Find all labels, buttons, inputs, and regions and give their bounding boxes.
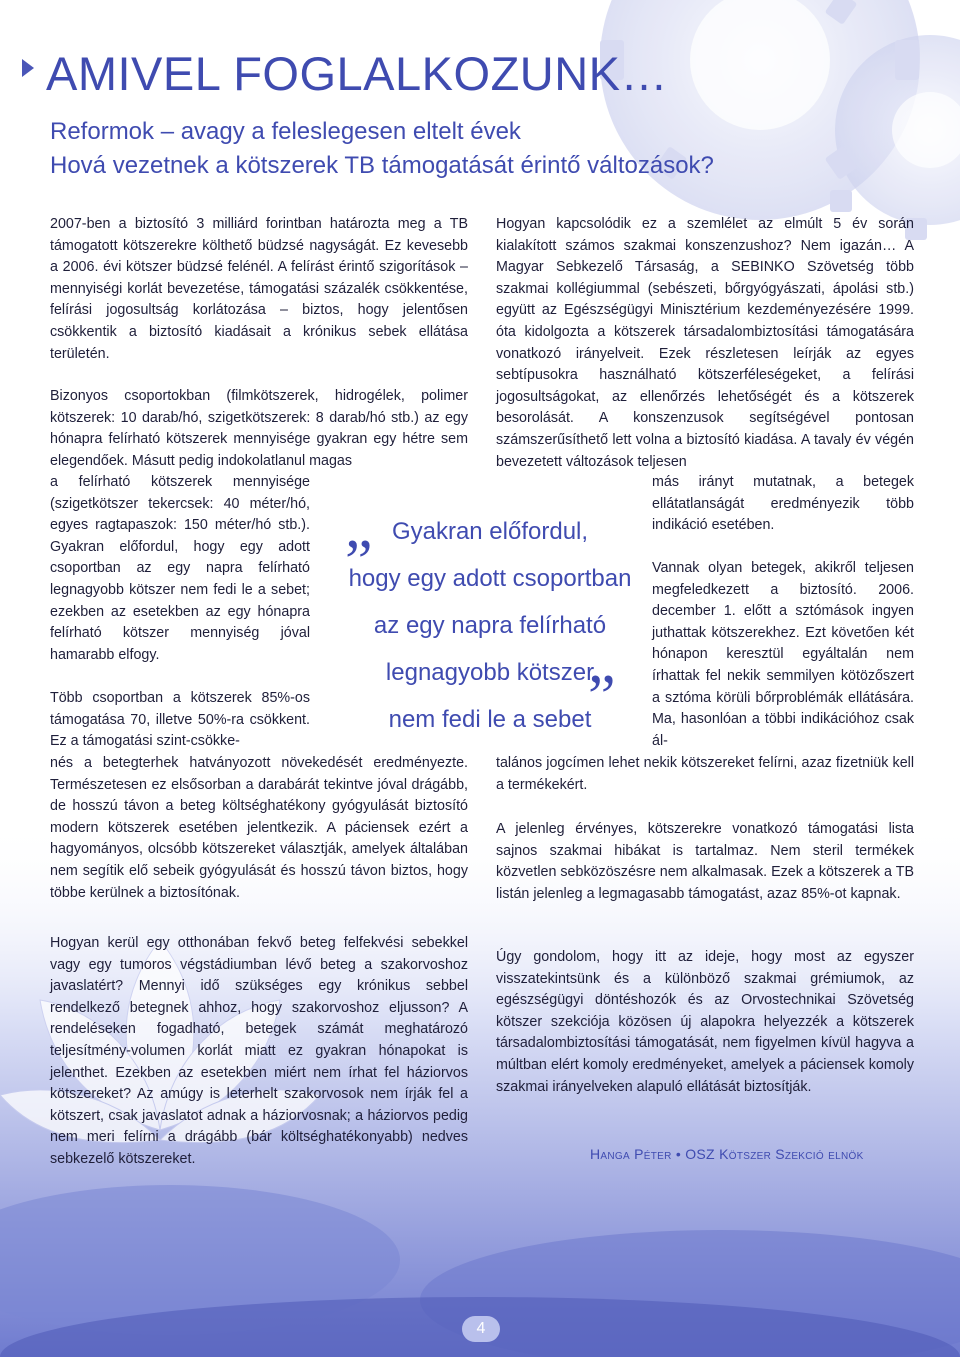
author-signature: Hanga Péter • OSZ Kötszer Szekció elnök <box>590 1146 864 1162</box>
gears-decoration <box>600 0 960 240</box>
left-paragraph-5: nés a betegterhek hatványozott növekedését eredményezte. Természetesen ez elsősorban a darabárát tekintve jóval drágább, de hosszú távon a beteg költséghatékony gyógyulását biztosító modern kötszerek esetében jelentkezik. A páciensek ezért a hagyományos, olcsóbb kötszereket választják, amelyek általában nem segítik elő sebeik gyógyulását és hosszú távon biztos, hogy többe kerülnek a biztosítónak. <box>50 755 468 901</box>
page-title: AMIVEL FOGLALKOZUNK… <box>46 47 669 100</box>
right-paragraph-2: más irányt mutatnak, a betegek ellátatlanságát eredményezik több indikáció esetében. <box>652 474 914 534</box>
left-paragraph-1: 2007-ben a biztosító 3 milliárd forintban határozta meg a TB támogatott kötszerekre költhető büdzsé nagyságát. Ez kevesebb a 2006. évi kötszer büdzsé felénél. A felírást érintő szigorítások – mennyiségi korlát bevezetése, támogatási százalék csökkentése, felírási jogosultság korlátozása – biztos, hogy jelentősen csökkentik a biztosító kiadásait a krónikus sebek ellátása területén. <box>50 216 468 362</box>
subtitle-1: Reformok – avagy a feleslegesen eltelt évek <box>50 118 521 145</box>
left-paragraph-2: Bizonyos csoportokban (filmkötszerek, hidrogélek, polimer kötszerek: 10 darab/hó, szigetkötszerek: 8 darab/hó stb.) az egy hónapra felírható kötszerek mennyisége gyakran egy hétre sem elegendőek. Másutt pedig indokolatlanul magas <box>50 388 468 469</box>
close-quote-icon: ” <box>588 663 616 731</box>
subtitle-2: Hová vezetnek a kötszerek TB támogatását érintő változások? <box>50 152 714 179</box>
right-paragraph-4: talános jogcímen lehet nekik kötszereket felírni, azaz fizetniük kell a termékekért. <box>496 755 914 793</box>
left-paragraph-3: a felírható kötszerek mennyisége (szigetkötszer tekercsek: 40 méter/hó, egyes ragtapaszok: 150 méter/hó stb.). Gyakran előfordul, hogy egy adott csoportban az egy napra felírható legnagyobb kötszer nem fedi le a sebet; ezekben az esetekben az egy hónapra felírható kötszer mennyiség jóval hamarabb elfogy. <box>50 474 310 663</box>
pull-quote-line: legnagyobb kötszer <box>385 659 595 686</box>
right-paragraph-1: Hogyan kapcsolódik ez a szemlélet az elmúlt 5 év során kialakított számos szakmai konszenzushoz? Nem igazán… A Magyar Sebkezelő Társaság, a SEBINKO Szövetség több szakmai kollégiummal (sebészeti, bőrgyógyászati, ápolási stb.) együtt az Egészségügyi Minisztérium kezdeményezésére 1999. óta kidolgozta a kötszerek társadalombiztosítási támogatására vonatkozó irányelveit. Ezek részletesen leírják az egyes sebtípusokra használható kötszerféleségeket, a felírási jogosultságokat, az ellenőrzés lehetőségét és a kötszerek besorolását. A konszenzusok segítségével pontosan számszerűsíthető lett volna a biztosító kiadása. A tavaly év végén bevezetett változások teljesen <box>496 216 914 470</box>
right-paragraph-3: Vannak olyan betegek, akikről teljesen megfeledkezett a biztosító. 2006. december 1. előtt a sztómások ingyen juthattak kötszerekhez. Ezt követően két hónapon keresztül egyáltalán nem írhattak fel nekik semmilyen kötözőszert a sztóma körüli bőrproblémák ellátására. Ma, hasonlóan a többi indikációhoz csak ál- <box>652 560 914 749</box>
right-paragraph-6: Úgy gondolom, hogy itt az ideje, hogy most az egyszer visszatekintsünk és a különböző szakmai grémiumok, az egészségügyi döntéshozók és az Orvostechnikai Szövetség kötszer szekciója közösen új alapokra helyezzék a kötszerek társadalombiztosítási támogatását, nem figyelmen kívül hagyva a múltban elért komoly eredményeket, amelyek a páciensek komoly szakmai irányelveken alapuló ellátását biztosítják. <box>496 949 914 1095</box>
triangle-right-icon <box>22 59 34 77</box>
page-number: 4 <box>462 1316 500 1342</box>
right-paragraph-5: A jelenleg érvényes, kötszerekre vonatkozó támogatási lista sajnos szakmai hibákat is tartalmaz. Nem steril termékek közvetlen sebközöszésre nem alkalmasak. Ezek a kötszerek a TB listán jelenleg a legmagasabb támogatást, azaz 85%-ot kapnak. <box>496 821 914 902</box>
left-paragraph-6: Hogyan kerül egy otthonában fekvő beteg felfekvési sebekkel vagy egy tumoros végstádiumban lévő beteg a szakorvoshoz javaslatért? Mennyi idő szükséges egy krónikus sebbel rendelkező betegnek ahhoz, hogy szakorvoshoz eljusson? A rendeléseken fogadható, betegek számát meghatározó teljesítmény-volumen korlát miatt ez gyakran hónapokat is jelenthet. Ezekben az esetekben miért nem írhat fel háziorvos kötszereket? Az amúgy is leterhelt szakorvosok nem írják fel a kötszert, csak javaslatot adnak a háziorvosnak; a háziorvos pedig nem meri felírni a drágább (bár költséghatékonyabb) nedves sebkezelő kötszereket. <box>50 935 468 1167</box>
page-title-block <box>22 46 668 101</box>
pull-quote-line: hogy egy adott csoportban <box>348 565 632 592</box>
left-paragraph-4: Több csoportban a kötszerek 85%-os támogatása 70, illetve 50%-ra csökkent. Ez a támogatási szint-csökke- <box>50 690 310 750</box>
pull-quote-line: az egy napra felírható <box>373 612 607 639</box>
open-quote-icon: „ <box>345 493 373 561</box>
pull-quote-line: Gyakran előfordul, <box>391 518 589 545</box>
pull-quote-line: nem fedi le a sebet <box>388 706 592 733</box>
